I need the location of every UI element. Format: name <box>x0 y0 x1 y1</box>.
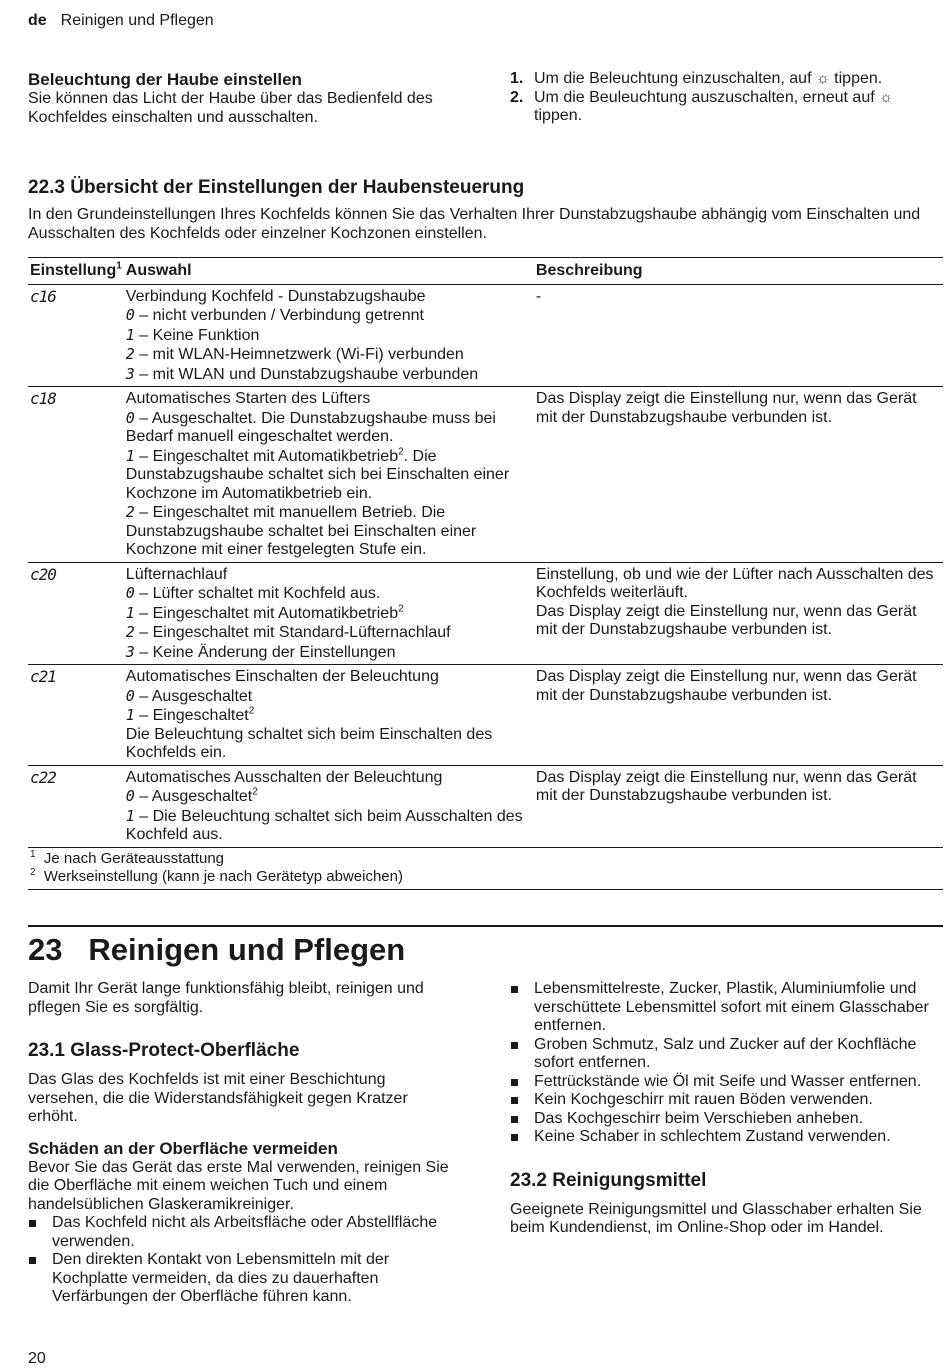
table-row: c22 Automatisches Ausschalten der Beleuchtung 0 – Ausgeschaltet$^2$ 1 – Die Beleuchtung schaltet sich beim Ausschalten des Kochfeld aus. Das Display zeigt die Einstellung nur, wenn das Gerät mit der Dunstabzugshaube verbunden ist. <box>28 765 943 847</box>
table-row: c18 Automatisches Starten des Lüfters 0 – Ausgeschaltet. Die Dunstabzugshaube muss bei Bedarf manuell eingeschaltet werden. 1 – Eingeschaltet mit Automatikbetrieb$^2$. Die Dunstabzugshaube schaltet sich bei Einschalten einer Kochzone im Automatikbetrieb ein. 2 – Eingeschaltet mit manuellem Betrieb. Die Dunstabzugshaube schaltet bei Einschalten einer Kochzone mit einer festgelegten Stufe ein. Das Display zeigt die Einstellung nur, wenn das Gerät mit der Dunstabzugshaube verbunden ist. <box>28 387 943 563</box>
list-item: Das Kochgeschirr beim Verschieben anheben. <box>510 1110 935 1129</box>
chapter-heading-wrapper <box>28 932 405 968</box>
chapter-heading: 23 Reinigen und Pflegen <box>28 932 406 967</box>
overview-section <box>28 177 943 243</box>
light-icon: ☼ <box>815 70 830 87</box>
list-item: Den direkten Kontakt von Lebensmitteln mit der Kochplatte vermeiden, da dies zu dauerhaften Verfärbungen der Oberfläche führen kann. <box>28 1251 460 1307</box>
cleaning-right-column <box>510 980 935 1238</box>
table-row: c21 Automatisches Einschalten der Beleuchtung 0 – Ausgeschaltet 1 – Eingeschaltet$^2$ Die Beleuchtung schaltet sich beim Einschalten des Kochfelds ein. Das Display zeigt die Einstellung nur, wenn das Gerät mit der Dunstabzugshaube verbunden ist. <box>28 665 943 766</box>
table-row: c16 Verbindung Kochfeld - Dunstabzugshaube 0 – nicht verbunden / Verbindung getrennt 1 – Keine Funktion 2 – mit WLAN-Heimnetzwerk (Wi-Fi) verbunden 3 – mit WLAN und Dunstabzugshaube verbunden - <box>28 284 943 387</box>
language-code: de <box>28 12 47 29</box>
chapter-rule <box>28 925 943 927</box>
list-item: Lebensmittelreste, Zucker, Plastik, Aluminiumfolie und verschüttete Lebensmittel sofort mit einem Glasschaber entfernen. <box>510 980 935 1036</box>
setting-code: c21 <box>30 667 56 686</box>
agents-heading: 23.2 Reinigungsmittel <box>510 1169 707 1191</box>
list-item: Das Kochfeld nicht als Arbeitsfläche oder Abstellfläche verwenden. <box>28 1214 460 1251</box>
header-setting: Einstellung$^1$ <box>28 258 124 285</box>
cleaning-left-column <box>28 980 460 1307</box>
lighting-steps <box>510 70 930 126</box>
setting-code: c20 <box>30 564 56 584</box>
footnote-1: $^1$ Je nach Geräteausstattung <box>30 848 225 867</box>
overview-intro: In den Grundeinstellungen Ihres Kochfelds können Sie das Verhalten Ihrer Dunstabzugshaube abhängig vom Einschalten und Ausschalten des Kochfelds oder einzelner Kochzonen einstellen. <box>28 206 921 242</box>
settings-table <box>28 257 943 890</box>
header-title: Reinigen und Pflegen <box>60 12 214 29</box>
footnote-2: $^2$ Werkseinstellung (kann je nach Gerätetyp abweichen) <box>30 866 403 885</box>
damage-heading: Schäden an der Oberfläche vermeiden <box>28 1138 338 1158</box>
care-list <box>510 980 935 1147</box>
light-icon: ☼ <box>879 88 893 106</box>
lighting-text: Sie können das Licht der Haube über das Bedienfeld des Kochfeldes einschalten und ausschalten. <box>28 90 433 126</box>
overview-heading: 22.3 Übersicht der Einstellungen der Haubensteuerung <box>28 177 525 198</box>
damage-text: Bevor Sie das Gerät das erste Mal verwenden, reinigen Sie die Oberfläche mit einem weichen Tuch und einem handelsüblichen Glaskeramikreiniger. <box>28 1158 449 1213</box>
step-1: 1. Um die Beleuchtung einzuschalten, auf ☼ tippen. <box>510 70 883 87</box>
step-2: 2. Um die Beuleuchtung auszuschalten, erneut auf ☼ tippen. <box>510 88 893 124</box>
page-number: 20 <box>28 1350 46 1367</box>
table-footnotes <box>28 847 943 889</box>
setting-code: c22 <box>30 767 56 787</box>
damage-list <box>28 1214 460 1307</box>
agents-text: Geeignete Reinigungsmittel und Glasschaber erhalten Sie beim Kundendienst, im Online-Shop oder im Handel. <box>510 1200 922 1236</box>
header-choice: Auswahl <box>124 258 534 285</box>
lighting-section <box>28 70 458 127</box>
setting-code: c16 <box>30 286 56 306</box>
settings-table-wrapper <box>28 257 943 890</box>
cleaning-intro: Damit Ihr Gerät lange funktionsfähig bleibt, reinigen und pflegen Sie es sorgfältig. <box>28 980 424 1016</box>
list-item: Fettrückstände wie Öl mit Seife und Wasser entfernen. <box>510 1073 935 1092</box>
list-item: Groben Schmutz, Salz und Zucker auf der Kochfläche sofort entfernen. <box>510 1036 935 1073</box>
table-row: c20 Lüfternachlauf 0 – Lüfter schaltet mit Kochfeld aus. 1 – Eingeschaltet mit Automatikbetrieb$^2$ 2 – Eingeschaltet mit Standard-Lüfternachlauf 3 – Keine Änderung der Einstellungen Einstellung, ob und wie der Lüfter nach Ausschalten des Kochfelds weiterläuft. Das Display zeigt die Einstellung nur, wenn das Gerät mit der Dunstabzugshaube verbunden ist. <box>28 562 943 665</box>
glass-heading: 23.1 Glass-Protect-Oberfläche <box>28 1040 300 1061</box>
table-header-row <box>28 258 943 285</box>
page-header <box>28 12 214 31</box>
list-item: Keine Schaber in schlechtem Zustand verwenden. <box>510 1128 935 1147</box>
header-description: Beschreibung <box>534 258 943 285</box>
setting-code: c18 <box>30 389 56 408</box>
list-item: Kein Kochgeschirr mit rauen Böden verwenden. <box>510 1091 935 1110</box>
lighting-heading: Beleuchtung der Haube einstellen <box>28 70 302 89</box>
glass-text: Das Glas des Kochfelds ist mit einer Beschichtung versehen, die die Widerstandsfähigkeit gegen Kratzer erhöht. <box>28 1071 408 1125</box>
